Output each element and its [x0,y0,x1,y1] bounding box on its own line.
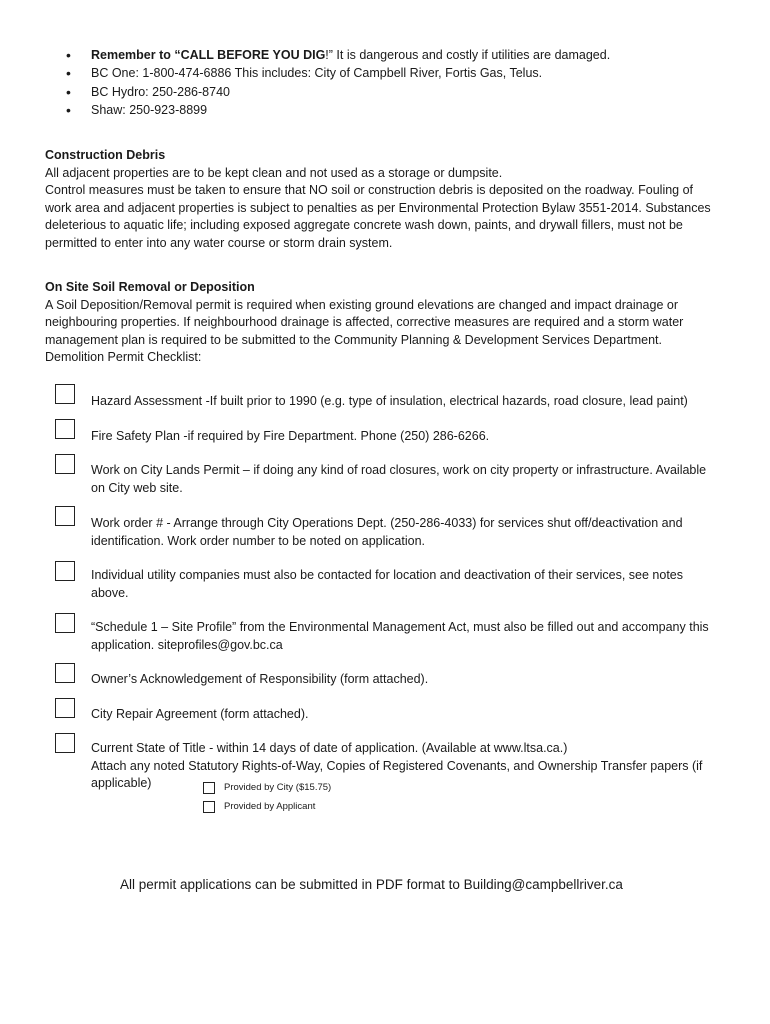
paragraph-line: All adjacent properties are to be kept clean and not used as a storage or dumpsite. [45,165,503,180]
checklist-item-text [91,619,731,654]
paragraph-line: work area and adjacent properties is subject to penalties as per Environmental Protection Bylaw 3551-2014. Substances [45,200,711,215]
call-before-dig-text: Remember to “CALL BEFORE YOU DIG [91,48,326,62]
item-line: Work order # - Arrange through City Operations Dept. (250-286-4033) for services shut off/deactivation and [91,516,683,530]
paragraph-line: deleterious to aquatic life; including exposed aggregate concrete wash down, paints, and drywall fillers, must not be [45,218,683,232]
paragraph-line: A Soil Deposition/Removal permit is required when existing ground elevations are changed and impact drainage or [45,297,679,312]
list-item [66,47,726,65]
list-item [66,84,726,102]
shaw-contact: Shaw: 250-923-8899 [91,102,208,117]
checkbox[interactable] [55,663,75,683]
soil-removal-section [45,279,735,367]
item-line: Fire Safety Plan -if required by Fire Department. Phone (250) 286-6266. [91,429,490,443]
item-line: Current State of Title - within 14 days of date of application. (Available at www.ltsa.ca.) [91,741,568,755]
paragraph-line: Control measures must be taken to ensure that NO soil or construction debris is deposited on the roadway. Fouling of [45,183,694,197]
item-line: Owner’s Acknowledgement of Responsibility (form attached). [91,672,429,686]
item-line: Work on City Lands Permit – if doing any kind of road closures, work on city property or infrastructure. Available [91,463,707,477]
checkbox[interactable] [55,561,75,581]
paragraph-line: neighbouring properties. If neighbourhood drainage is affected, corrective measures are required and a storm water [45,315,684,329]
item-line: City Repair Agreement (form attached). [91,707,309,721]
checkbox[interactable] [55,506,75,526]
checkbox[interactable] [55,698,75,718]
construction-debris-section [45,147,735,252]
checklist-item-text [91,567,731,602]
checklist-item-text [91,393,731,411]
item-line: above. [91,585,129,600]
item-line: applicable) [91,776,152,790]
item-line: identification. Work order number to be noted on application. [91,533,425,548]
checkbox[interactable] [55,419,75,439]
item-line: Attach any noted Statutory Rights-of-Way, Copies of Registered Covenants, and Ownership Transfer papers (if [91,758,703,773]
construction-debris-heading: Construction Debris [45,148,166,162]
checklist-item-text [91,462,731,497]
checkbox[interactable] [203,801,215,813]
checkbox[interactable] [203,782,215,794]
checkbox[interactable] [55,613,75,633]
list-item [66,65,726,83]
submission-note: All permit applications can be submitted in PDF format to Building@campbellriver.ca [120,877,623,892]
list-item [66,102,726,120]
checkbox[interactable] [55,733,75,753]
option-label: Provided by City ($15.75) [224,782,332,793]
item-line: “Schedule 1 – Site Profile” from the Environmental Management Act, must also be filled out and accompany this [91,620,709,634]
item-line: application. siteprofiles@gov.bc.ca [91,637,283,652]
bc-hydro-contact: BC Hydro: 250-286-8740 [91,84,230,99]
checklist-item-text [91,515,731,550]
checklist-item-text [91,671,731,689]
call-before-dig-rest: !” It is dangerous and costly if utilities are damaged. [325,48,611,62]
checklist-item-text [91,740,731,793]
paragraph-line: permitted to enter into any water course or storm drain system. [45,235,393,250]
utility-contacts-list [66,47,726,120]
bc-one-contact: BC One: 1-800-474-6886 This includes: City of Campbell River, Fortis Gas, Telus. [91,66,543,81]
paragraph-line: Demolition Permit Checklist: [45,350,202,364]
checkbox[interactable] [55,384,75,404]
checklist-item-text [91,706,731,724]
item-line: on City web site. [91,480,183,495]
paragraph-line: management plan is required to be submitted to the Community Planning & Development Services Department. [45,332,662,347]
item-line: Individual utility companies must also be contacted for location and deactivation of their services, see notes [91,568,683,582]
soil-removal-heading: On Site Soil Removal or Deposition [45,280,255,294]
item-line: Hazard Assessment -If built prior to 1990 (e.g. type of insulation, electrical hazards, road closure, lead paint) [91,394,688,408]
checkbox[interactable] [55,454,75,474]
checklist-item-text [91,428,731,446]
option-label: Provided by Applicant [224,801,316,812]
